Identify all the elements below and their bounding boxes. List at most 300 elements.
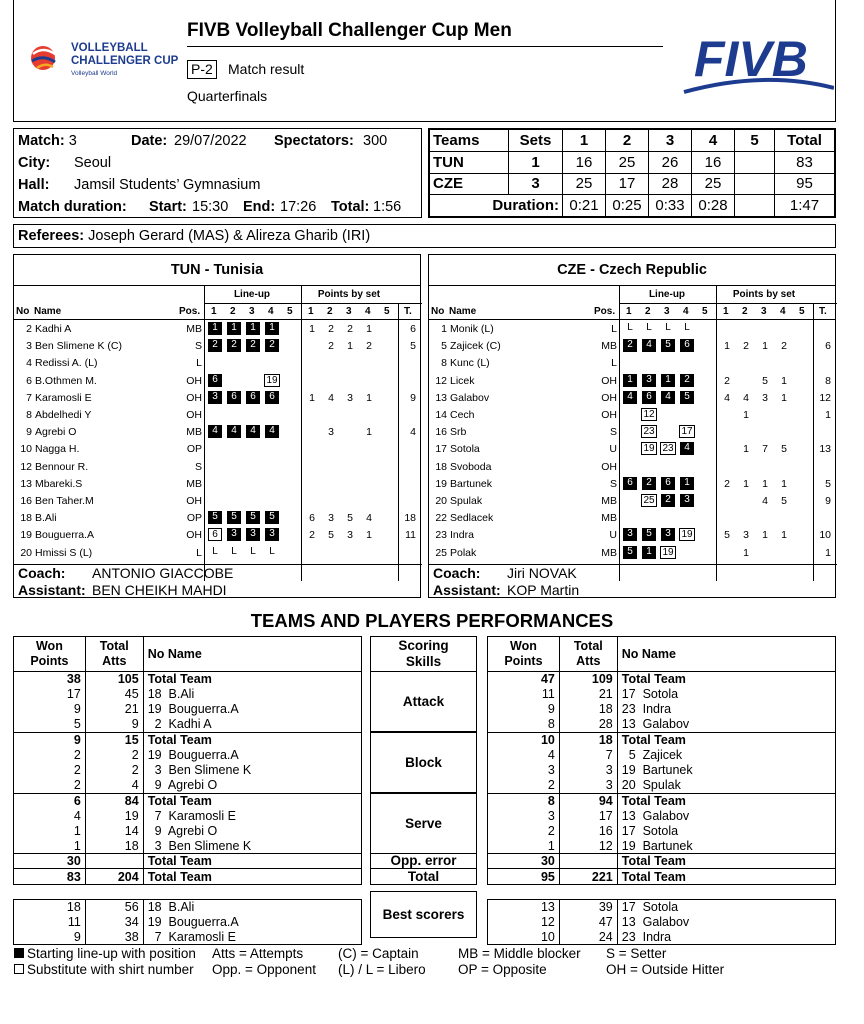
starting-position-cell: 3 [246,528,260,541]
player-position: S [609,426,617,439]
set-points: 7 [762,443,768,456]
roster-home [13,254,421,598]
performance-row [14,687,362,702]
starting-position-cell: 1 [661,374,675,387]
substitute-cell: 19 [660,546,676,559]
total-attempts: 109 [559,672,617,687]
starting-position-cell: 1 [642,546,656,559]
substitute-cell: 23 [660,442,676,455]
performance-row [14,869,362,884]
starting-position-cell: 2 [661,494,675,507]
col-points-set: 4 [365,306,371,317]
hall-row: Hall: Jamsil Students’ Gymnasium [18,177,261,193]
performance-table-right [487,636,836,945]
player-total-points: 1 [825,409,831,421]
won-points: 8 [488,793,560,808]
perf-header-won: Won Points [14,637,86,672]
substitute-cell: 19 [264,374,280,387]
performance-row [488,702,836,717]
set-points: 2 [743,340,749,353]
skill-label: Opp. error [370,853,477,869]
player-position: OH [186,529,202,542]
player-row [14,354,420,371]
player-name: 19 Bouguerra.A [143,914,361,929]
legend-mb: MB = Middle blocker [458,946,581,961]
won-points: 2 [14,747,86,762]
logo-text: VOLLEYBALL CHALLENGER CUP [71,42,179,67]
set-points: 1 [366,529,372,542]
libero-cell: L [627,322,633,333]
set-duration [735,195,775,217]
won-points: 1 [14,823,86,838]
player-name: Total Team [617,672,835,687]
total-attempts: 45 [85,687,143,702]
total-attempts: 12 [559,839,617,854]
player-position: OH [601,409,617,421]
player-row [429,544,835,561]
player-number: 6 [26,374,32,387]
set-duration: 0:28 [692,195,735,217]
set-points: 2 [328,323,334,335]
player-total-points: 11 [405,529,416,542]
svg-text:FIVB: FIVB [694,31,808,87]
performance-row [14,854,362,869]
player-name: Indra [450,529,474,542]
total-attempts [559,854,617,869]
player-row [14,389,420,406]
player-name: Abdelhedi Y [35,409,92,421]
player-position: L [611,357,617,370]
empty-square-icon [14,964,24,974]
player-name: Bartunek [450,477,493,490]
starting-position-cell: 3 [623,528,637,541]
set-score: 25 [606,151,649,173]
player-total-points: 9 [825,495,831,507]
skill-label: Block [370,732,477,793]
starting-position-cell: 6 [208,374,222,387]
starting-position-cell: 4 [661,391,675,404]
total-time: 1:56 [373,199,402,215]
col-pos: Pos. [594,306,616,317]
player-name: Total Team [143,793,361,808]
start-time: 15:30 [192,199,229,215]
player-number: 9 [26,426,32,439]
coach-row [433,565,577,581]
starting-position-cell: 6 [680,339,694,352]
set-points: 5 [781,443,787,456]
sets-won: 1 [509,151,563,173]
player-name: Total Team [143,732,361,747]
starting-position-cell: 5 [227,511,241,524]
set-points: 3 [762,391,768,404]
total-attempts: 7 [559,747,617,762]
player-row [429,458,835,475]
starting-position-cell: 6 [661,477,675,490]
subheader-divider [619,303,837,304]
player-total-points: 5 [825,477,831,490]
player-total-points: 18 [404,512,416,525]
city-value: Seoul [74,155,112,171]
player-name: Total Team [617,793,835,808]
perf-header-won: Won Points [488,637,560,672]
set-points: 1 [781,391,787,404]
starting-position-cell: 5 [246,511,260,524]
player-name: 17 Sotola [617,823,835,838]
col-name: Name [34,306,62,317]
referees-row: Referees: Joseph Gerard (MAS) & Alireza Gharib (IRI) [13,224,836,248]
performance-row [488,687,836,702]
col-no: No [16,306,30,317]
set-points: 2 [328,340,334,353]
performance-row [14,672,362,687]
player-number: 12 [20,460,32,473]
starting-position-cell: 2 [227,339,241,352]
set-points: 3 [328,426,334,439]
substitute-cell: 6 [208,528,222,541]
player-name: 20 Spulak [617,778,835,793]
set-score [735,151,775,173]
starting-position-cell: 1 [680,477,694,490]
player-name: 5 Zajicek [617,747,835,762]
won-points: 18 [14,899,86,914]
player-number: 14 [435,409,447,421]
player-number: 19 [435,477,447,490]
player-name: Agrebi O [35,426,77,439]
player-position: OP [186,443,202,456]
set-points: 1 [743,546,749,559]
starting-position-cell: 4 [642,339,656,352]
team-title: CZE - Czech Republic [429,255,835,286]
spacer-cell [14,884,362,899]
header-set2: 2 [606,130,649,152]
starting-position-cell: 2 [246,339,260,352]
set-points: 5 [762,374,768,387]
perf-header-no_name: No Name [143,637,361,672]
perf-header-no_name: No Name [617,637,835,672]
total-attempts: 17 [559,808,617,823]
set-points: 3 [347,529,353,542]
total-duration: 1:47 [775,195,835,217]
player-name: 19 Bartunek [617,763,835,778]
col-lineup-set: 1 [626,306,632,317]
col-points-set: 5 [384,306,390,317]
player-position: L [196,357,202,370]
set-points: 4 [743,391,749,404]
player-position: MB [186,477,202,490]
player-name: 3 Ben Slimene K [143,763,361,778]
match-date: 29/07/2022 [174,133,247,149]
player-number: 16 [435,426,447,439]
performance-row [488,763,836,778]
col-lineup-set: 3 [664,306,670,317]
won-points: 11 [488,687,560,702]
starting-position-cell: 4 [208,425,222,438]
player-name: Total Team [617,732,835,747]
player-row [429,423,835,440]
player-row [14,526,420,543]
report-header [13,0,836,122]
player-name: Kunc (L) [450,357,490,370]
set-points: 1 [781,529,787,542]
starting-position-cell: 5 [680,391,694,404]
player-name: 23 Indra [617,930,835,945]
player-name: Bouguerra.A [35,529,94,542]
starting-position-cell: 4 [680,442,694,455]
total-attempts [85,854,143,869]
legend-substitute: Substitute with shirt number [14,962,194,978]
player-position: L [196,546,202,559]
report-code: P-2 [187,60,217,79]
player-name: Redissi A. (L) [35,357,98,370]
player-name: 13 Galabov [617,717,835,732]
won-points: 38 [14,672,86,687]
player-position: OH [186,391,202,404]
match-info-row: Match: 3 Date: 29/07/2022 Spectators: 300 [18,133,388,149]
coach-name: Jiri NOVAK [507,565,577,581]
won-points: 3 [488,763,560,778]
legend-captain: (C) = Captain [338,946,419,961]
set-points: 1 [743,477,749,490]
player-name: Svoboda [450,460,492,473]
total-attempts: 28 [559,717,617,732]
won-points: 6 [14,793,86,808]
header-set3: 3 [649,130,692,152]
player-total-points: 6 [410,323,416,335]
player-name: Zajicek (C) [450,340,501,353]
col-no: No [431,306,445,317]
col-total: T. [819,306,827,317]
set-points: 1 [762,477,768,490]
won-points: 1 [14,839,86,854]
page-title: FIVB Volleyball Challenger Cup Men [187,20,512,41]
player-row [14,406,420,423]
player-position: OH [186,409,202,421]
player-name: 2 Kadhi A [143,717,361,732]
player-total-points: 4 [410,426,416,439]
set-points: 1 [762,340,768,353]
spacer-cell [488,884,836,899]
player-name: Licek [450,374,475,387]
player-name: Spulak [450,495,483,507]
set-duration: 0:33 [649,195,692,217]
set-points: 2 [781,340,787,353]
total-attempts: 18 [559,702,617,717]
player-position: MB [601,340,617,353]
player-name: 17 Sotola [617,687,835,702]
won-points: 10 [488,930,560,945]
player-position: OH [186,374,202,387]
report-subtitle: Match result [228,61,305,77]
player-name: 19 Bouguerra.A [143,702,361,717]
performance-row [14,914,362,929]
set-points: 1 [743,443,749,456]
won-points: 2 [488,823,560,838]
col-name: Name [449,306,477,317]
filled-square-icon [14,948,24,958]
won-points: 83 [14,869,86,884]
col-lineup-set: 5 [287,306,293,317]
substitute-cell: 19 [641,442,657,455]
legend-libero: (L) / L = Libero [338,962,426,977]
performance-row [488,672,836,687]
won-points: 8 [488,717,560,732]
starting-position-cell: 5 [265,511,279,524]
player-name: Monik (L) [450,323,494,335]
player-name: Sedlacek [450,512,494,525]
volleyball-world-text: Volleyball World [71,70,118,77]
performance-row [488,839,836,854]
assistant-row [18,582,227,598]
player-name: Total Team [143,869,361,884]
libero-cell: L [665,322,671,333]
player-row [14,492,420,509]
substitute-cell: 12 [641,408,657,421]
won-points: 30 [488,854,560,869]
performance-row [14,717,362,732]
substitute-cell: 19 [679,528,695,541]
starting-position-cell: 3 [227,528,241,541]
performance-row [14,808,362,823]
player-row [429,320,835,337]
header-sets: Sets [509,130,563,152]
col-points-set: 1 [723,306,729,317]
perf-header-atts: Total Atts [85,637,143,672]
total-attempts: 24 [559,930,617,945]
phase-label: Quarterfinals [187,88,268,104]
won-points: 4 [488,747,560,762]
total-score: 95 [775,173,835,195]
team-code: CZE [430,173,509,195]
player-number: 8 [26,409,32,421]
player-position: MB [601,512,617,525]
roster-away [428,254,836,598]
performance-row [488,914,836,929]
set-points: 3 [743,529,749,542]
player-row [429,337,835,354]
assistant-row [433,582,579,598]
player-name: 7 Karamosli E [143,930,361,945]
substitute-cell: 25 [641,494,657,507]
performance-row [488,869,836,884]
duration-label: Duration: [430,195,563,217]
set-points: 4 [366,512,372,525]
starting-position-cell: 5 [208,511,222,524]
player-row [14,475,420,492]
won-points: 10 [488,732,560,747]
performance-row [488,778,836,793]
total-attempts: 94 [559,793,617,808]
set-score: 28 [649,173,692,195]
total-attempts: 19 [85,808,143,823]
performance-row [488,930,836,945]
col-lineup-set: 2 [230,306,236,317]
total-attempts: 3 [559,763,617,778]
set-points: 1 [781,477,787,490]
skill-label: Best scorers [370,891,477,938]
coach-label: Coach: [18,565,66,581]
total-attempts: 21 [85,702,143,717]
performance-row [488,793,836,808]
set-points: 5 [347,512,353,525]
starting-position-cell: 1 [265,322,279,335]
referees-value: Joseph Gerard (MAS) & Alireza Gharib (IRI) [88,228,371,244]
perf-header-atts: Total Atts [559,637,617,672]
player-number: 7 [26,391,32,404]
set-duration: 0:25 [606,195,649,217]
set-score [735,173,775,195]
player-name: 7 Karamosli E [143,808,361,823]
col-points-set: 2 [327,306,333,317]
player-number: 4 [26,357,32,370]
total-attempts: 15 [85,732,143,747]
total-attempts: 34 [85,914,143,929]
total-attempts: 39 [559,899,617,914]
col-lineup-set: 1 [211,306,217,317]
performance-row [14,763,362,778]
coach-label: Coach: [433,565,481,581]
starting-position-cell: 6 [265,391,279,404]
total-attempts: 9 [85,717,143,732]
set-points: 4 [762,495,768,507]
won-points: 11 [14,914,86,929]
starting-position-cell: 6 [642,391,656,404]
starting-position-cell: 3 [642,374,656,387]
performance-header-row [14,637,362,672]
set-points: 1 [309,323,315,335]
player-row [14,320,420,337]
duration-row: Match duration: Start: 15:30 End: 17:26 Total: 1:56 [18,199,402,215]
spectators-count: 300 [363,133,388,149]
coach-name: ANTONIO GIACCOBE [92,565,234,581]
performance-row [14,702,362,717]
col-lineup-set: 5 [702,306,708,317]
performance-row [14,778,362,793]
set-points: 1 [347,340,353,353]
total-attempts: 56 [85,899,143,914]
player-position: U [609,443,617,456]
player-name: 13 Galabov [617,808,835,823]
player-number: 17 [435,443,447,456]
player-position: U [609,529,617,542]
won-points: 9 [488,702,560,717]
player-position: OH [601,374,617,387]
set-points: 5 [724,529,730,542]
starting-position-cell: 4 [623,391,637,404]
player-row [14,544,420,561]
starting-position-cell: 5 [661,339,675,352]
header-teams: Teams [430,130,509,152]
player-position: OH [601,391,617,404]
player-position: MB [186,323,202,335]
starting-position-cell: 1 [246,322,260,335]
player-number: 10 [20,443,32,456]
col-lineup-set: 3 [249,306,255,317]
set-score: 26 [649,151,692,173]
header-set5: 5 [735,130,775,152]
starting-position-cell: 6 [623,477,637,490]
total-attempts: 84 [85,793,143,808]
substitute-cell: 17 [679,425,695,438]
starting-position-cell: 3 [208,391,222,404]
set-duration: 0:21 [563,195,606,217]
player-name: Sotola [450,443,480,456]
player-name: Cech [450,409,475,421]
player-name: 19 Bouguerra.A [143,747,361,762]
player-row [429,440,835,457]
total-attempts: 221 [559,869,617,884]
starting-position-cell: 2 [623,339,637,352]
starting-position-cell: 6 [227,391,241,404]
